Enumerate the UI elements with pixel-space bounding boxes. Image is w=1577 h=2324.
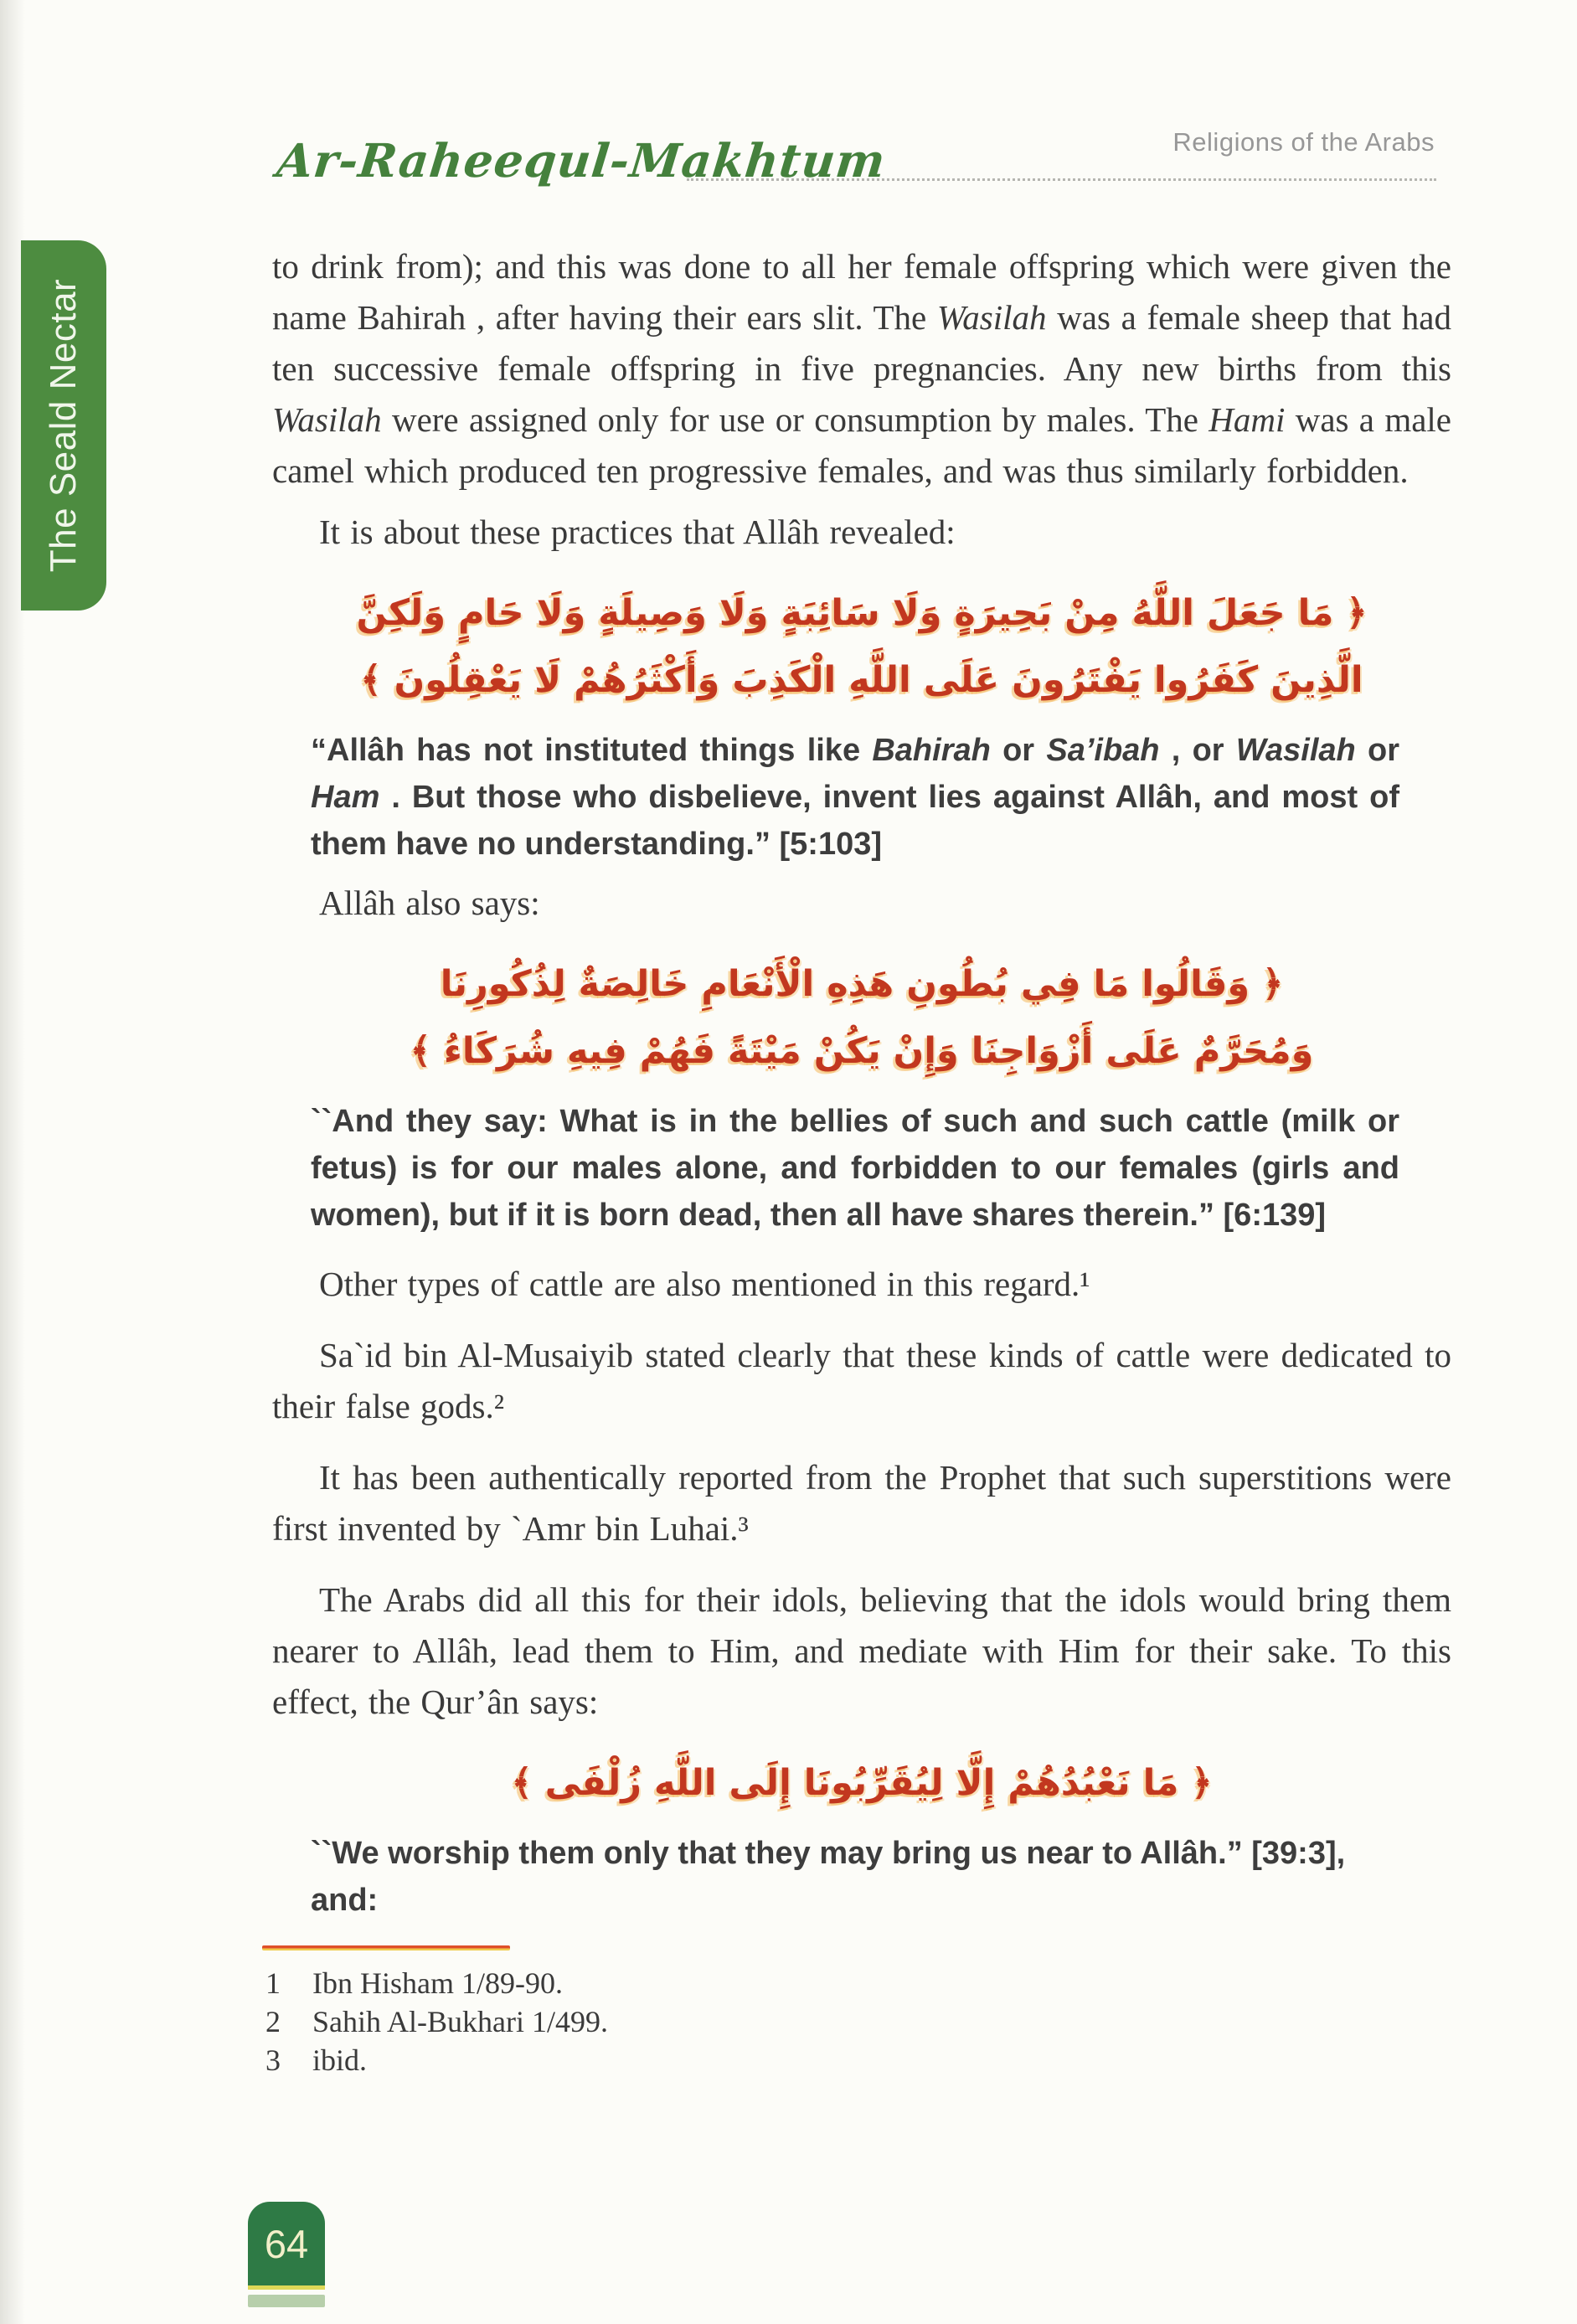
paragraph-authentically-reported: It has been authentically reported from the Prophet that such superstitions were first invented by `Amr bin Luhai.³	[272, 1458, 1451, 1548]
sidebar-tab	[21, 240, 106, 611]
page-body	[265, 241, 1451, 2079]
quote-and-label: and:	[311, 1883, 379, 1918]
paragraph-arabs-did-all-this: The Arabs did all this for their idols, believing that the idols would bring them nearer to Allâh, lead them to Him, and mediate with Him for their sake. To this effect, the Qur’ân says:	[272, 1580, 1451, 1721]
page-header	[272, 117, 1455, 188]
page-number-reflection	[248, 2295, 325, 2307]
quran-verse-39-3	[306, 1749, 1418, 1816]
verse-line: وَمُحَرَّمٌ عَلَى أَزْوَاجِنَا وَإِنْ يَكُنْ مَيْتَةً فَهُمْ فِيهِ شُرَكَاءُ ﴾	[410, 1030, 1314, 1072]
verse-line: ﴿ وَقَالُوا مَا فِي بُطُونِ هَذِهِ الْأَنْعَامِ خَالِصَةٌ لِذُكُورِنَا	[440, 963, 1284, 1005]
footnote-text: Ibn Hisham 1/89-90.	[312, 1966, 563, 2000]
book-title-script: Ar-Raheequl-Makhtum	[274, 133, 889, 188]
page-number: 64	[264, 2221, 309, 2266]
paragraph-intro-revealed: It is about these practices that Allâh revealed:	[319, 513, 956, 551]
footnote	[265, 1964, 1451, 2002]
footnote-number: 2	[265, 2005, 281, 2038]
paragraph-other-types: Other types of cattle are also mentioned in this regard.¹	[319, 1265, 1090, 1303]
paragraph-allah-also-says: Allâh also says:	[319, 884, 540, 922]
header-dotted-rule	[687, 178, 1436, 181]
footnote-separator	[262, 1945, 510, 1950]
quote-translation-6-139: ``And they say: What is in the bellies of such and such cattle (milk or fetus) is for our males alone, and forbidden to our females (girls and women), but if it is born dead, then all have shares therein.” [6:139]	[311, 1104, 1399, 1233]
footnote-text: ibid.	[312, 2043, 368, 2077]
quran-verse-5-103	[306, 580, 1418, 714]
footnote	[265, 2041, 1451, 2079]
paragraph-continuation: to drink from); and this was done to all her female offspring which were given the name Bahirah , after having their ears slit. The Wasilah was a female sheep that had ten successive female offspring in five pregnancies. Any new births from this Wasilah were assigned only for use or consumption by males. The Hami was a male camel which produced ten progressive females, and was thus similarly forbidden.	[272, 247, 1451, 490]
footnote-number: 1	[265, 1966, 281, 2000]
page-number-box	[248, 2202, 325, 2290]
paragraph-said-bin-al-musaiyib: Sa`id bin Al-Musaiyib stated clearly that these kinds of cattle were dedicated to their false gods.²	[272, 1336, 1451, 1425]
quote-translation-39-3: ``We worship them only that they may bring us near to Allâh.” [39:3],	[311, 1836, 1346, 1871]
verse-line: ﴿ مَا جَعَلَ اللَّهُ مِنْ بَحِيرَةٍ وَلَا سَائِبَةٍ وَلَا وَصِيلَةٍ وَلَا حَامٍ وَلَكِنَّ	[356, 592, 1368, 634]
footnote-number: 3	[265, 2043, 281, 2077]
footnote	[265, 2002, 1451, 2041]
verse-line: الَّذِينَ كَفَرُوا يَفْتَرُونَ عَلَى اللَّهِ الْكَذِبَ وَأَكْثَرُهُمْ لَا يَعْقِلُونَ ﴾	[360, 659, 1363, 701]
footnote-text: Sahih Al-Bukhari 1/499.	[312, 2005, 608, 2038]
verse-line: ﴿ مَا نَعْبُدُهُمْ إِلَّا لِيُقَرِّبُونَا إِلَى اللَّهِ زُلْفَى ﴾	[511, 1762, 1213, 1804]
quran-verse-6-139	[306, 951, 1418, 1085]
quote-translation-5-103: “Allâh has not instituted things like Bahirah or Sa’ibah , or Wasilah or Ham . But those who disbelieve, invent lies against Allâh, and most of them have no understanding.” [5:103]	[311, 733, 1400, 862]
chapter-title: Religions of the Arabs	[1172, 127, 1435, 157]
footnotes	[265, 1945, 1451, 2079]
sidebar-tab-label: The Seald Nectar	[43, 278, 84, 573]
